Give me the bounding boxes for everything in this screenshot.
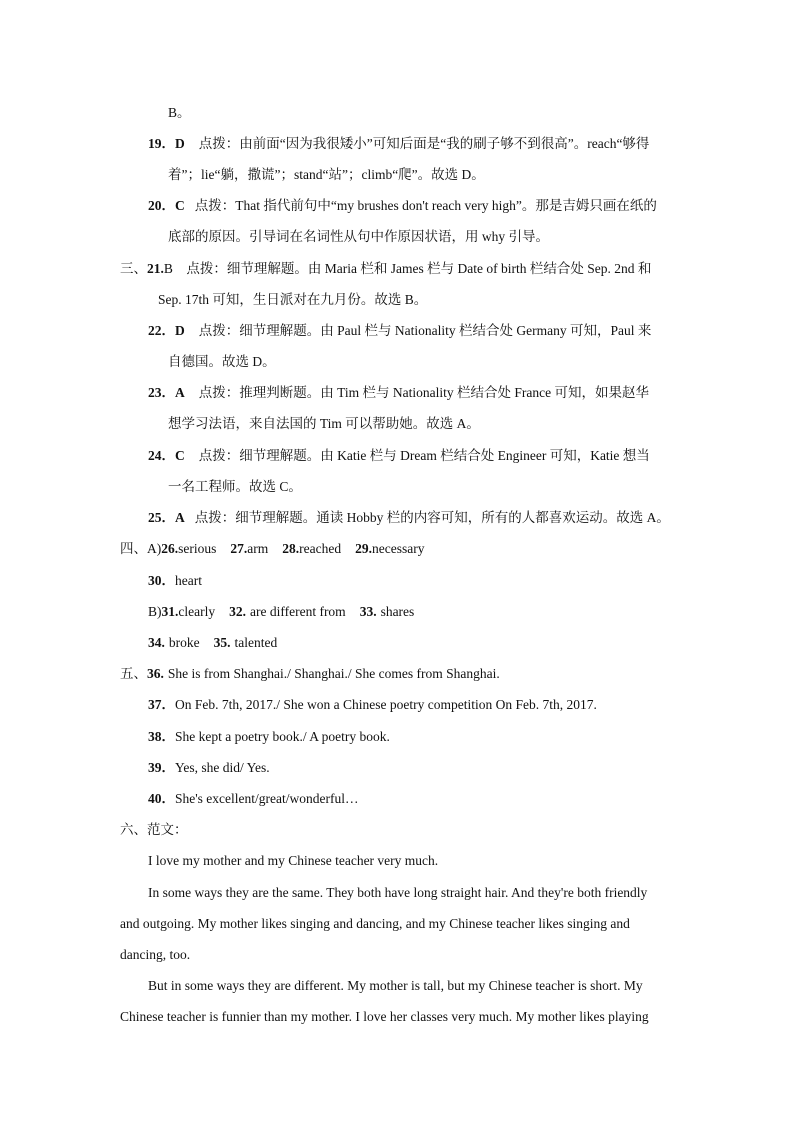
- text: 着”；lie“躺，撒谎”；stand“站”；climb“爬”。故选 D。: [168, 167, 485, 182]
- text: Sep. 17th 可知，生日派对在九月份。故选 B。: [158, 292, 428, 307]
- answer-number: 35.: [213, 635, 231, 650]
- answer-25: [148, 509, 670, 527]
- section-4-part-a: [120, 540, 424, 558]
- answer-number: 29.: [355, 541, 372, 556]
- answer-number: 19．D: [148, 136, 185, 151]
- answer-20-continuation: [168, 228, 549, 246]
- text: 点拨：由前面“因为我很矮小”可知后面是“我的刷子够不到很高”。reach“够得: [198, 136, 650, 151]
- answer-number: 34.: [148, 635, 165, 650]
- essay-line: [120, 915, 630, 933]
- answer-text: clearly: [178, 604, 216, 619]
- text: But in some ways they are different. My mother is tall, but my Chinese teacher is short. My: [148, 978, 643, 993]
- part-label: B): [148, 604, 162, 619]
- text: I love my mother and my Chinese teacher very much.: [148, 853, 439, 868]
- text: dancing, too.: [120, 947, 191, 962]
- section-label: 五、: [120, 666, 147, 681]
- answer-number: 39．: [148, 760, 175, 775]
- answer-text: She is from Shanghai./ Shanghai./ She comes from Shanghai.: [167, 666, 500, 681]
- answer-19-continuation: [168, 166, 485, 184]
- answer-text: Yes, she did/ Yes.: [175, 760, 270, 775]
- answer-text: She kept a poetry book./ A poetry book.: [175, 729, 390, 744]
- answer-18-continuation: [168, 104, 191, 122]
- answer-number: 26.: [161, 541, 179, 556]
- answer-20: [148, 197, 657, 215]
- answer-text: talented: [234, 635, 278, 650]
- answer-38: [148, 728, 390, 746]
- text: 想学习法语，来自法国的 Tim 可以帮助她。故选 A。: [168, 416, 480, 431]
- answer-number: 21.: [147, 261, 164, 276]
- answer-text: shares: [380, 604, 415, 619]
- essay-line: [148, 852, 438, 870]
- essay-line: [148, 884, 647, 902]
- answer-24: [148, 447, 650, 465]
- essay-line: [148, 977, 643, 995]
- text: 一名工程师。故选 C。: [168, 479, 302, 494]
- answer-number: 36.: [147, 666, 164, 681]
- answer-text: heart: [175, 573, 202, 588]
- answer-text: On Feb. 7th, 2017./ She won a Chinese poetry competition On Feb. 7th, 2017.: [175, 697, 597, 712]
- answer-number: 25．A: [148, 510, 185, 525]
- text: 点拨：细节理解题。通读 Hobby 栏的内容可知，所有的人都喜欢运动。故选 A。: [194, 510, 670, 525]
- answer-22: [148, 322, 651, 340]
- answer-39: [148, 759, 270, 777]
- text: 点拨：That 指代前句中“my brushes don't reach very high”。那是吉姆只画在纸的: [194, 198, 657, 213]
- answer-24-continuation: [168, 478, 302, 496]
- answer-37: [148, 696, 597, 714]
- answer-number: 20．C: [148, 198, 185, 213]
- answer-number: 24．C: [148, 448, 185, 463]
- text: In some ways they are the same. They both have long straight hair. And they're both friendly: [148, 885, 648, 900]
- answer-text: arm: [247, 541, 269, 556]
- answer-number: 37．: [148, 697, 175, 712]
- answer-text: are different from: [249, 604, 346, 619]
- section-4-part-b: [148, 603, 414, 621]
- answer-text: reached: [299, 541, 342, 556]
- answer-number: 23．A: [148, 385, 185, 400]
- section-label: 四、A): [120, 541, 162, 556]
- text: 底部的原因。引导词在名词性从句中作原因状语，用 why 引导。: [168, 229, 549, 244]
- text: B 点拨：细节理解题。由 Maria 栏和 James 栏与 Date of birth 栏结合处 Sep. 2nd 和: [163, 261, 652, 276]
- text: 六、范文：: [120, 822, 188, 837]
- text: 点拨：细节理解题。由 Paul 栏与 Nationality 栏结合处 Germany 可知，Paul 来: [198, 323, 652, 338]
- answer-number: 30．: [148, 573, 175, 588]
- text: Chinese teacher is funnier than my mother. I love her classes very much. My mother likes playing: [120, 1009, 649, 1024]
- answer-number: 22．D: [148, 323, 185, 338]
- text: 点拨：推理判断题。由 Tim 栏与 Nationality 栏结合处 France 可知，如果赵华: [198, 385, 649, 400]
- section-5-answer-36: [120, 665, 500, 683]
- answer-40: [148, 790, 359, 808]
- answer-number: 27.: [230, 541, 248, 556]
- answer-text: serious: [178, 541, 217, 556]
- answer-number: 40．: [148, 791, 175, 806]
- essay-line: [120, 1008, 649, 1026]
- answer-21-continuation: [158, 291, 427, 309]
- answer-number: 33.: [359, 604, 377, 619]
- essay-line: [120, 946, 190, 964]
- text: 自德国。故选 D。: [168, 354, 276, 369]
- section-6-heading: [120, 821, 188, 839]
- section-label: 三、: [120, 261, 147, 276]
- answer-23: [148, 384, 649, 402]
- answer-22-continuation: [168, 353, 276, 371]
- answer-number: 31.: [161, 604, 179, 619]
- answer-number: 38．: [148, 729, 175, 744]
- section-3-answer-21: [120, 260, 651, 278]
- answer-19: [148, 135, 649, 153]
- answer-30: [148, 572, 202, 590]
- text: B。: [168, 105, 191, 120]
- answers-34-35: [148, 634, 277, 652]
- text: and outgoing. My mother likes singing and dancing, and my Chinese teacher likes singing and: [120, 916, 630, 931]
- answer-text: necessary: [371, 541, 425, 556]
- answer-number: 28.: [282, 541, 300, 556]
- answer-23-continuation: [168, 415, 480, 433]
- text: 点拨：细节理解题。由 Katie 栏与 Dream 栏结合处 Engineer 可知，Katie 想当: [198, 448, 650, 463]
- answer-number: 32.: [229, 604, 246, 619]
- answer-text: broke: [168, 635, 200, 650]
- answer-text: She's excellent/great/wonderful…: [175, 791, 359, 806]
